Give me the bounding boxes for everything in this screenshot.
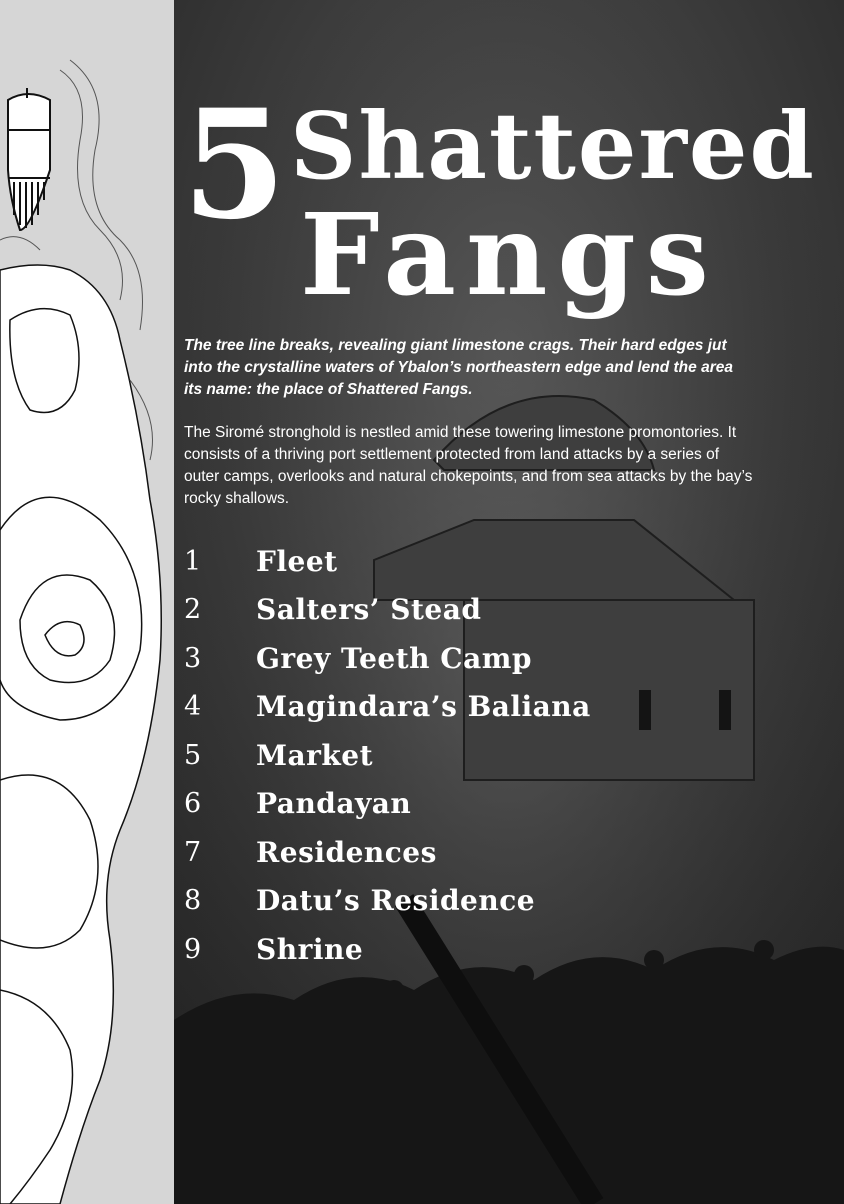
location-number: 6 [184,788,202,820]
chapter-number: 5 [182,77,287,253]
topographic-map-illustration [0,0,174,1204]
location-item [184,925,591,974]
location-item [184,780,591,829]
map-strip [0,0,174,1204]
location-name: Market [256,738,374,772]
location-item [184,731,591,780]
intro-paragraph: The tree line breaks, revealing giant limestone crags. Their hard edges jut into the crystalline waters of Ybalon’s northeastern edge and lend the area its name: the place of Shattered Fangs. [184,337,733,398]
location-number: 1 [184,545,202,577]
location-item [184,634,591,683]
location-item [184,586,591,635]
location-number: 7 [184,836,202,868]
location-name: Residences [256,835,437,869]
location-name: Grey Teeth Camp [256,641,532,675]
location-list [184,537,591,974]
location-name: Salters’ Stead [256,593,482,627]
location-item [184,828,591,877]
location-name: Shrine [256,932,364,966]
location-name: Fleet [256,544,338,578]
location-number: 9 [184,933,202,965]
boat-icon [8,88,50,230]
chapter-title-line-1: Shattered [290,92,816,200]
location-item [184,877,591,926]
location-name: Pandayan [256,787,412,821]
location-item [184,683,591,732]
location-name: Magindara’s Baliana [256,690,591,724]
location-number: 8 [184,885,202,917]
location-item [184,537,591,586]
location-number: 5 [184,739,202,771]
location-number: 2 [184,594,202,626]
location-number: 3 [184,642,202,674]
body-paragraph: The Siromé stronghold is nestled amid these towering limestone promontories. It consists of a thriving port settlement protected from land attacks by a series of outer camps, overlooks and natural chokepoints, and from sea attacks by the bay’s rocky shallows. [184,424,753,507]
location-name: Datu’s Residence [256,884,536,918]
chapter-title-line-2: Fangs [300,190,719,321]
location-number: 4 [184,691,202,723]
